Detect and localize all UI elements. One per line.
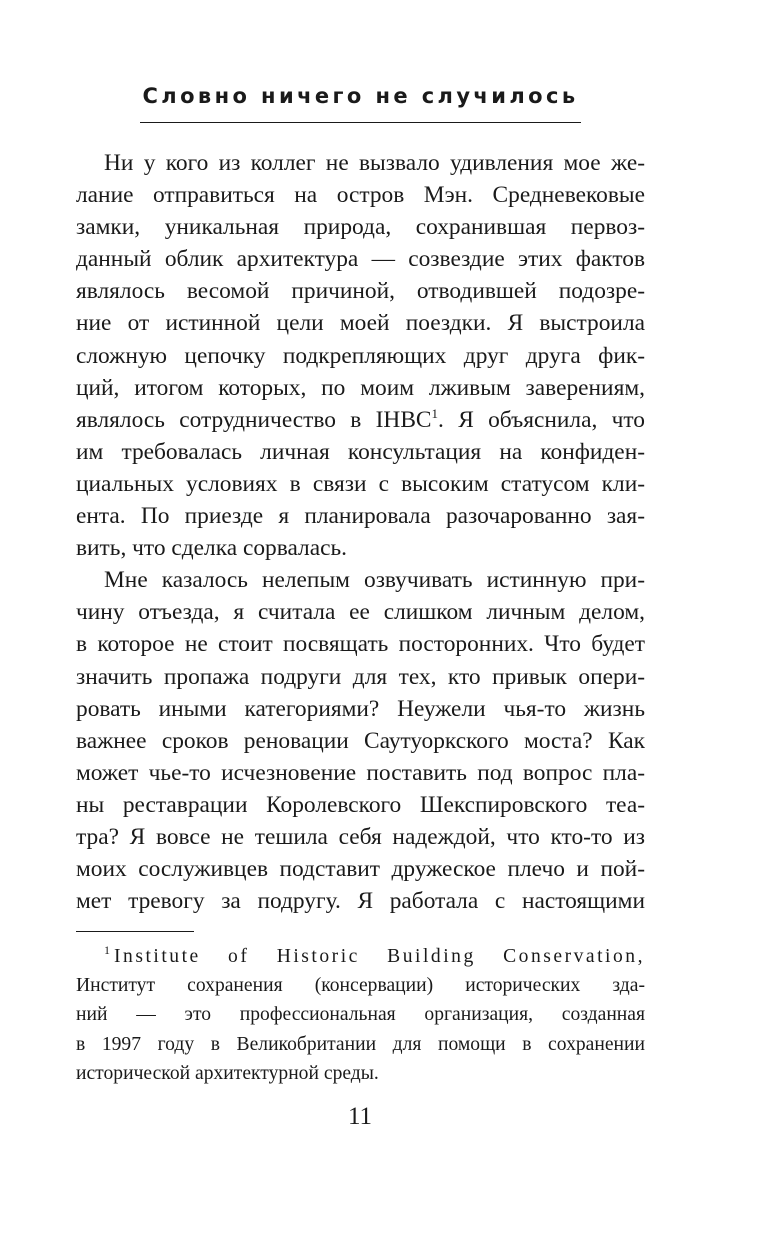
body-text <box>76 147 645 917</box>
footnote <box>76 942 645 1088</box>
footnote-line <box>76 942 645 971</box>
text-line: тра? Я вовсе не тешила себя надеждой, что кто-то из <box>76 823 645 850</box>
text-line: значить пропажа подруги для тех, кто привык опери- <box>76 663 645 690</box>
running-header: Словно ничего не случилось <box>142 84 579 108</box>
text-segment: являлось сотрудничество в IHBC <box>76 406 432 433</box>
text-line: сложную цепочку подкрепляющих друг друга фик- <box>76 342 645 369</box>
text-line: ны реставрации Королевского Шекспировского теа- <box>76 791 645 818</box>
text-line: ровать иными категориями? Неужели чья-то жизнь <box>76 695 645 722</box>
text-line: ние от истинной цели моей поездки. Я выстроила <box>76 310 645 337</box>
text-line: Мне казалось нелепым озвучивать истинную при- <box>104 567 645 594</box>
paragraph-1 <box>76 147 645 564</box>
text-line: может чье-то исчезновение поставить под вопрос пла- <box>76 759 645 786</box>
text-line: моих сослуживцев подставит дружеское плечо и пой- <box>76 856 645 883</box>
text-line: данный облик архитектура — созвездие этих фактов <box>76 246 645 273</box>
footnote-rule <box>76 931 194 932</box>
text-line-with-footnote <box>76 404 645 436</box>
text-segment: Institute of Historic Building Conservation, <box>114 946 645 967</box>
text-line: циальных условиях в связи с высоким статусом кли- <box>76 470 645 497</box>
text-line: им требовалась личная консультация на конфиден- <box>76 438 645 465</box>
text-line: являлось весомой причиной, отводившей подозре- <box>76 278 645 305</box>
text-line: в которое не стоит посвящать посторонних. Что будет <box>76 631 645 658</box>
text-line: вить, что сделка сорвалась. <box>76 535 347 562</box>
footnote-line: Институт сохранения (консервации) исторических зда- <box>76 975 645 997</box>
text-line: чину отъезда, я считала ее слишком личным делом, <box>76 599 645 626</box>
page-number: 11 <box>347 1103 373 1130</box>
text-line: замки, уникальная природа, сохранившая первоз- <box>76 214 645 241</box>
footnote-line: ний — это профессиональная организация, созданная <box>76 1004 645 1026</box>
header-rule <box>140 122 581 123</box>
text-line: лание отправиться на остров Мэн. Средневековые <box>76 182 645 209</box>
footnote-marker: 1 <box>104 943 110 957</box>
text-line: мет тревогу за подругу. Я работала с настоящими <box>76 888 645 915</box>
text-line: важнее сроков реновации Саутуоркского моста? Как <box>76 727 645 754</box>
footnote-line: исторической архитектурной среды. <box>76 1062 379 1084</box>
footnote-reference: 1 <box>431 405 439 421</box>
text-line: Ни у кого из коллег не вызвало удивления мое же- <box>104 150 645 176</box>
paragraph-2 <box>76 564 645 917</box>
text-line: ций, итогом которых, по моим лживым заверениям, <box>76 374 645 401</box>
text-line: ента. По приезде я планировала разочарованно зая- <box>76 503 645 530</box>
footnote-line: в 1997 году в Великобритании для помощи в сохранении <box>76 1033 645 1055</box>
text-segment: . Я объяснила, что <box>438 406 645 433</box>
